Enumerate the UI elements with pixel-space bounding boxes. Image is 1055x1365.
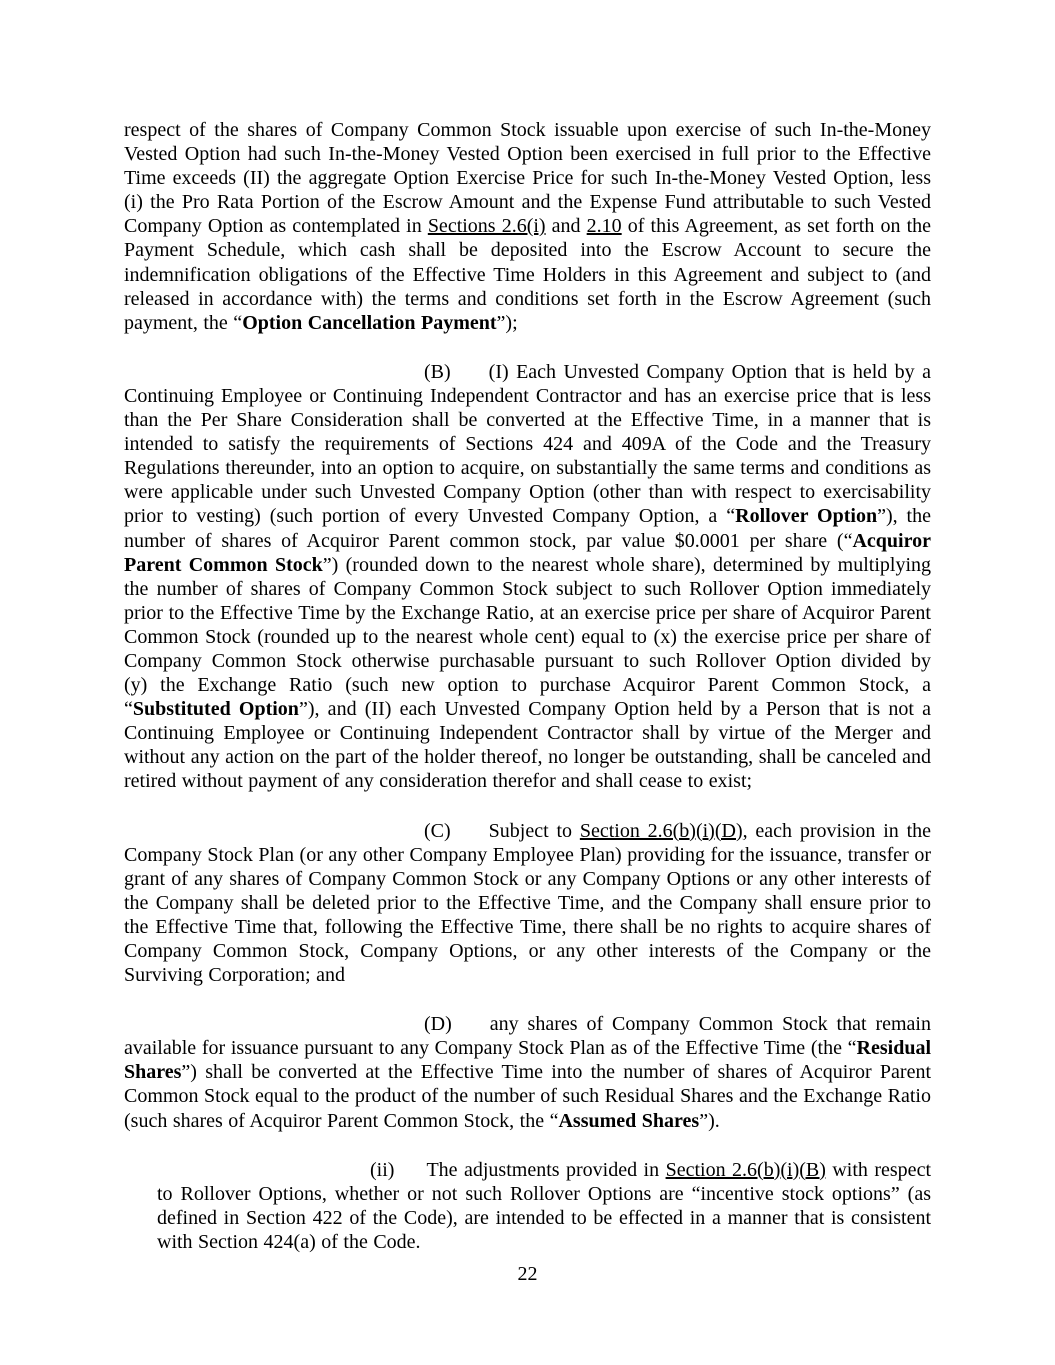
clause-label: (ii)	[370, 1158, 395, 1181]
paragraph-clause-ii	[157, 1158, 931, 1254]
text-run: , each provision in the Company Stock Plan (or any other Company Employee Plan) providing for the issuance, transfer or grant of any shares of Company Common Stock or any Company Options or any other interests of the Company shall be deleted prior to the Effective Time, and the Company shall ensure prior to the Effective Time that, following the Effective Time, there shall be no rights to acquire shares of Company Common Stock, Company Options, or any other interests of the Company or the Surviving Corporation; and	[124, 819, 932, 987]
paragraph-clause-B	[124, 360, 931, 794]
text-run: of this Agreement, as set forth on the Payment Schedule, which cash shall be deposited into the Escrow Account to secure the indemnification obligations of the Effective Time Holders in this Agreement and subject to (and released in accordance with) the terms and conditions set forth in the Escrow Agreement (such payment, the “	[124, 215, 931, 334]
text-run: Subject to	[488, 819, 580, 842]
document-body	[124, 118, 931, 1254]
defined-term: Rollover Option	[735, 505, 878, 528]
defined-term: Acquiror Parent Common Stock	[124, 529, 931, 576]
text-run: ”) shall be converted at the Effective Time into the number of shares of Acquiror Parent Common Stock equal to the product of the number of such Residual Shares and the Exchange Ratio (such shares of Acquiror Parent Common Stock, the “	[124, 1061, 931, 1132]
text-run: respect of the shares of Company Common Stock issuable upon exercise of such In-the-Money Vested Option had such In-the-Money Vested Option been exercised in full prior to the Effective Time exceeds (II) the aggregate Option Exercise Price for such In-the-Money Vested Option, less (i) the Pro Rata Portion of the Escrow Amount and the Expense Fund attributable to such Vested Company Option as contemplated in	[124, 119, 931, 238]
defined-term: Substituted Option	[132, 698, 299, 721]
text-run: ”) (rounded down to the nearest whole share), determined by multiplying the number of shares of Company Common Stock subject to such Rollover Option immediately prior to the Effective Time by the Exchange Ratio, at an exercise price per share of Acquiror Parent Common Stock (rounded up to the nearest whole cent) equal to (x) the exercise price per share of Company Common Stock otherwise purchasable pursuant to such Rollover Option divided by (y) the Exchange Ratio (such new option to purchase Acquiror Parent Common Stock, a “	[124, 553, 931, 721]
text-run: with respect to Rollover Options, whether or not such Rollover Options are “incentive stock options” (as defined in Section 422 of the Code), are intended to be effected in a manner that is consistent with Section 424(a) of the Code.	[157, 1158, 931, 1253]
text-run: any shares of Company Common Stock that remain available for issuance pursuant to any Company Stock Plan as of the Effective Time (the “	[124, 1013, 931, 1060]
defined-term: Option Cancellation Payment	[242, 311, 497, 334]
defined-term: Residual Shares	[124, 1037, 931, 1084]
text-run: and	[545, 215, 587, 238]
text-run: ”);	[496, 311, 518, 334]
clause-label: (D)	[424, 1013, 452, 1036]
paragraph-clause-C	[124, 819, 931, 988]
section-reference: Section 2.6(b)(i)(D)	[579, 819, 743, 842]
defined-term: Assumed Shares	[558, 1109, 700, 1132]
tab-gap	[451, 377, 489, 378]
text-run: The adjustments provided in	[426, 1158, 666, 1181]
page-number: 22	[517, 1263, 538, 1285]
paragraph-clause-D	[124, 1012, 931, 1132]
section-reference: Section 2.6(b)(i)(B)	[665, 1158, 826, 1181]
tab-gap	[394, 1175, 426, 1176]
section-reference: 2.10	[586, 215, 622, 238]
text-run: ”), the number of shares of Acquiror Parent common stock, par value $0.0001 per share (“	[124, 505, 931, 552]
section-reference: Sections 2.6(i)	[427, 215, 546, 238]
text-run: (I) Each Unvested Company Option that is held by a Continuing Employee or Continuing Independent Contractor and has an exercise price that is less than the Per Share Consideration shall be converted at the Effective Time, in a manner that is intended to satisfy the requirements of Sections 424 and 409A of the Code and the Treasury Regulations thereunder, into an option to acquire, on substantially the same terms and conditions as were applicable under such Unvested Company Option (other than with respect to exercisability prior to vesting) (such portion of every Unvested Company Option, a “	[124, 360, 931, 528]
text-run: ”), and (II) each Unvested Company Option held by a Person that is not a Continuing Employee or Continuing Independent Contractor shall by virtue of the Merger and without any action on the part of the holder thereof, no longer be outstanding, shall be canceled and retired without payment of any consideration therefor and shall cease to exist;	[124, 698, 931, 793]
clause-label: (B)	[424, 360, 451, 383]
tab-gap	[451, 836, 489, 837]
clause-label: (C)	[424, 819, 451, 842]
paragraph-continuation	[124, 118, 931, 335]
tab-gap	[452, 1029, 490, 1030]
text-run: ”).	[699, 1109, 720, 1132]
